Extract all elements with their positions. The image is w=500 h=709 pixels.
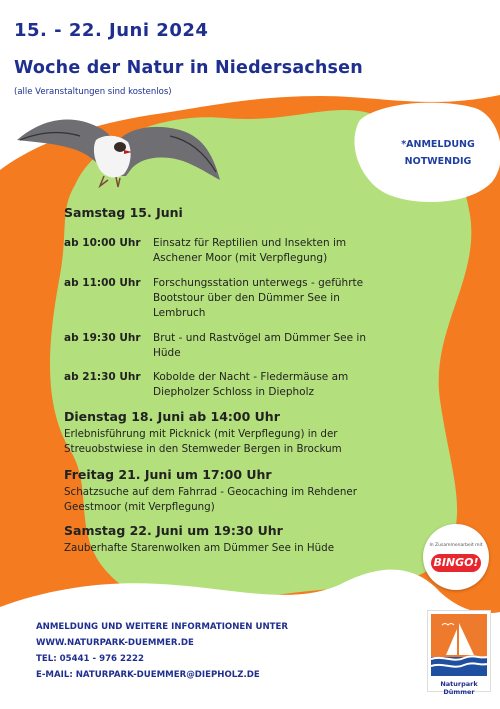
day-heading: Dienstag 18. Juni ab 14:00 Uhr [64, 409, 280, 424]
naturpark-logo [427, 610, 491, 696]
poster-subtitle: (alle Veranstaltungen sind kostenlos) [14, 87, 172, 97]
naturpark-caption: Naturpark Dümmer [440, 680, 478, 696]
registration-notice [378, 136, 498, 170]
day-description: Erlebnisführung mit Picknick (mit Verpflegung) in der Streuobstwiese in den Stemweder Bergen in Brockum [64, 428, 342, 455]
day-heading: Samstag 22. Juni um 19:30 Uhr [64, 523, 283, 538]
sailboat-logo-icon [428, 611, 490, 679]
event-description: Forschungsstation unterwegs - geführte Bootstour über den Dümmer See in Lembruch [153, 277, 364, 319]
bingo-caption: In Zusammenarbeit mit [429, 543, 483, 548]
event-dates: 15. - 22. Juni 2024 [14, 20, 209, 41]
event-description: Brut - und Rastvögel am Dümmer See in Hüde [153, 332, 366, 359]
notice-line-1: *ANMELDUNG [401, 139, 475, 150]
phone-number: TEL: 05441 - 976 2222 [36, 654, 144, 664]
event-time: ab 10:00 Uhr [64, 237, 141, 249]
day-description: Schatzsuche auf dem Fahrrad - Geocaching im Rehdener Geestmoor (mit Verpflegung) [64, 486, 357, 513]
event-time: ab 11:00 Uhr [64, 277, 141, 289]
contact-info [36, 619, 288, 683]
website-link[interactable]: WWW.NATURPARK-DUEMMER.DE [36, 638, 194, 648]
event-time: ab 21:30 Uhr [64, 371, 141, 383]
day-heading-saturday-15: Samstag 15. Juni [64, 205, 183, 220]
notice-line-2: NOTWENDIG [404, 156, 472, 167]
info-heading: ANMELDUNG UND WEITERE INFORMATIONEN UNTER [36, 622, 288, 632]
event-description: Kobolde der Nacht - Fledermäuse am Diepholzer Schloss in Diepholz [153, 371, 349, 398]
day-heading: Freitag 21. Juni um 17:00 Uhr [64, 467, 272, 482]
email-address[interactable]: E-MAIL: NATURPARK-DUEMMER@DIEPHOLZ.DE [36, 670, 260, 680]
poster-title: Woche der Natur in Niedersachsen [14, 58, 363, 78]
bingo-logo-icon: BINGO! [431, 554, 481, 572]
day-description: Zauberhafte Starenwolken am Dümmer See in Hüde [64, 542, 335, 554]
bingo-badge [423, 524, 489, 590]
event-description: Einsatz für Reptilien und Insekten im Aschener Moor (mit Verpflegung) [153, 237, 347, 264]
event-time: ab 19:30 Uhr [64, 332, 141, 344]
